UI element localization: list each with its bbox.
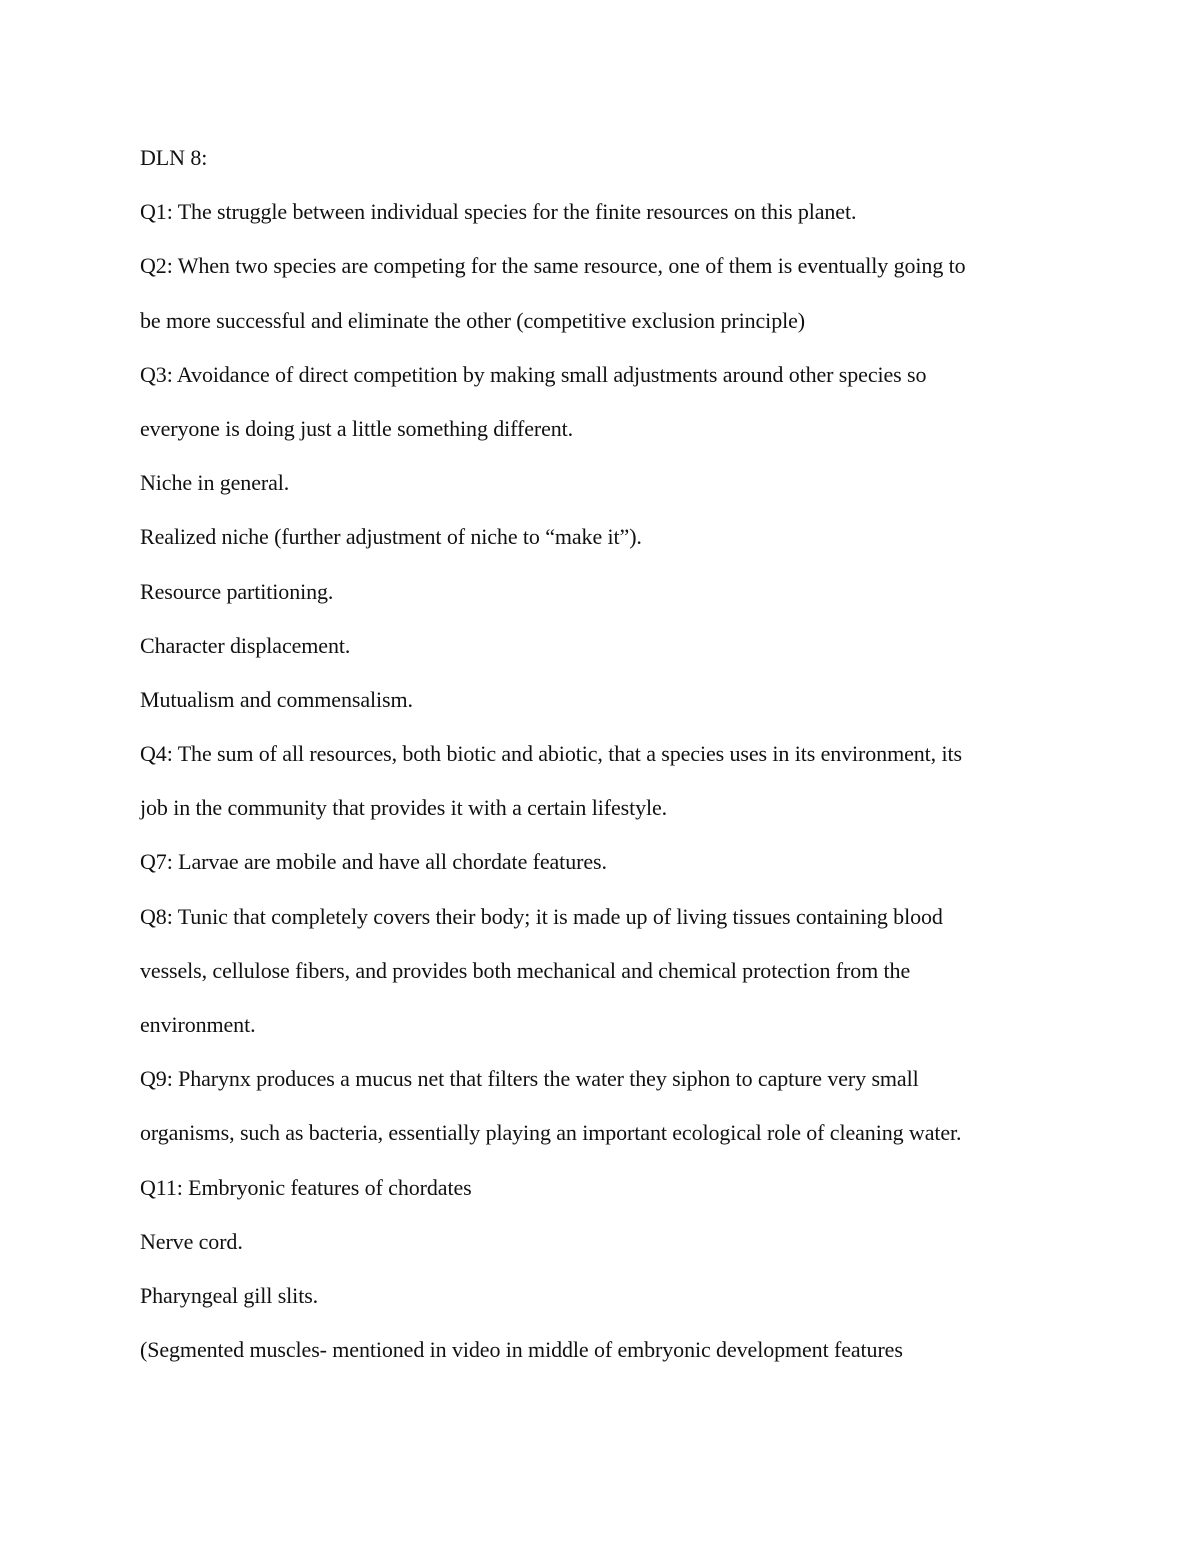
document-heading: DLN 8: bbox=[140, 145, 208, 170]
text-line: Character displacement. bbox=[140, 632, 351, 658]
text-line: (Segmented muscles- mentioned in video in middle of embryonic development features bbox=[140, 1337, 903, 1363]
text-line: Q7: Larvae are mobile and have all chordate features. bbox=[140, 849, 607, 875]
text-line: Q8: Tunic that completely covers their body; it is made up of living tissues containing blood bbox=[140, 903, 943, 929]
text-line: Q9: Pharynx produces a mucus net that filters the water they siphon to capture very small bbox=[140, 1066, 919, 1092]
text-line: job in the community that provides it with a certain lifestyle. bbox=[140, 795, 668, 821]
text-line: Niche in general. bbox=[140, 470, 290, 496]
text-line: organisms, such as bacteria, essentially playing an important ecological role of cleaning water. bbox=[140, 1120, 962, 1146]
text-line: Q4: The sum of all resources, both biotic and abiotic, that a species uses in its environment, its bbox=[140, 741, 962, 767]
text-line: Mutualism and commensalism. bbox=[140, 686, 413, 712]
text-line: Q11: Embryonic features of chordates bbox=[140, 1174, 472, 1200]
text-line: environment. bbox=[140, 1012, 256, 1037]
text-line: be more successful and eliminate the other (competitive exclusion principle) bbox=[140, 307, 806, 333]
text-line: everyone is doing just a little something different. bbox=[140, 415, 574, 441]
text-line: vessels, cellulose fibers, and provides both mechanical and chemical protection from the bbox=[140, 957, 911, 983]
text-line: Q1: The struggle between individual species for the finite resources on this planet. bbox=[140, 199, 857, 225]
document-body bbox=[140, 144, 1060, 1390]
text-line: Q3: Avoidance of direct competition by making small adjustments around other species so bbox=[140, 361, 927, 387]
text-line: Realized niche (further adjustment of niche to “make it”). bbox=[140, 524, 642, 550]
text-line: Nerve cord. bbox=[140, 1228, 243, 1254]
text-line: Q2: When two species are competing for the same resource, one of them is eventually going to bbox=[140, 253, 966, 279]
text-line: Resource partitioning. bbox=[140, 578, 334, 604]
text-line: Pharyngeal gill slits. bbox=[140, 1282, 319, 1308]
